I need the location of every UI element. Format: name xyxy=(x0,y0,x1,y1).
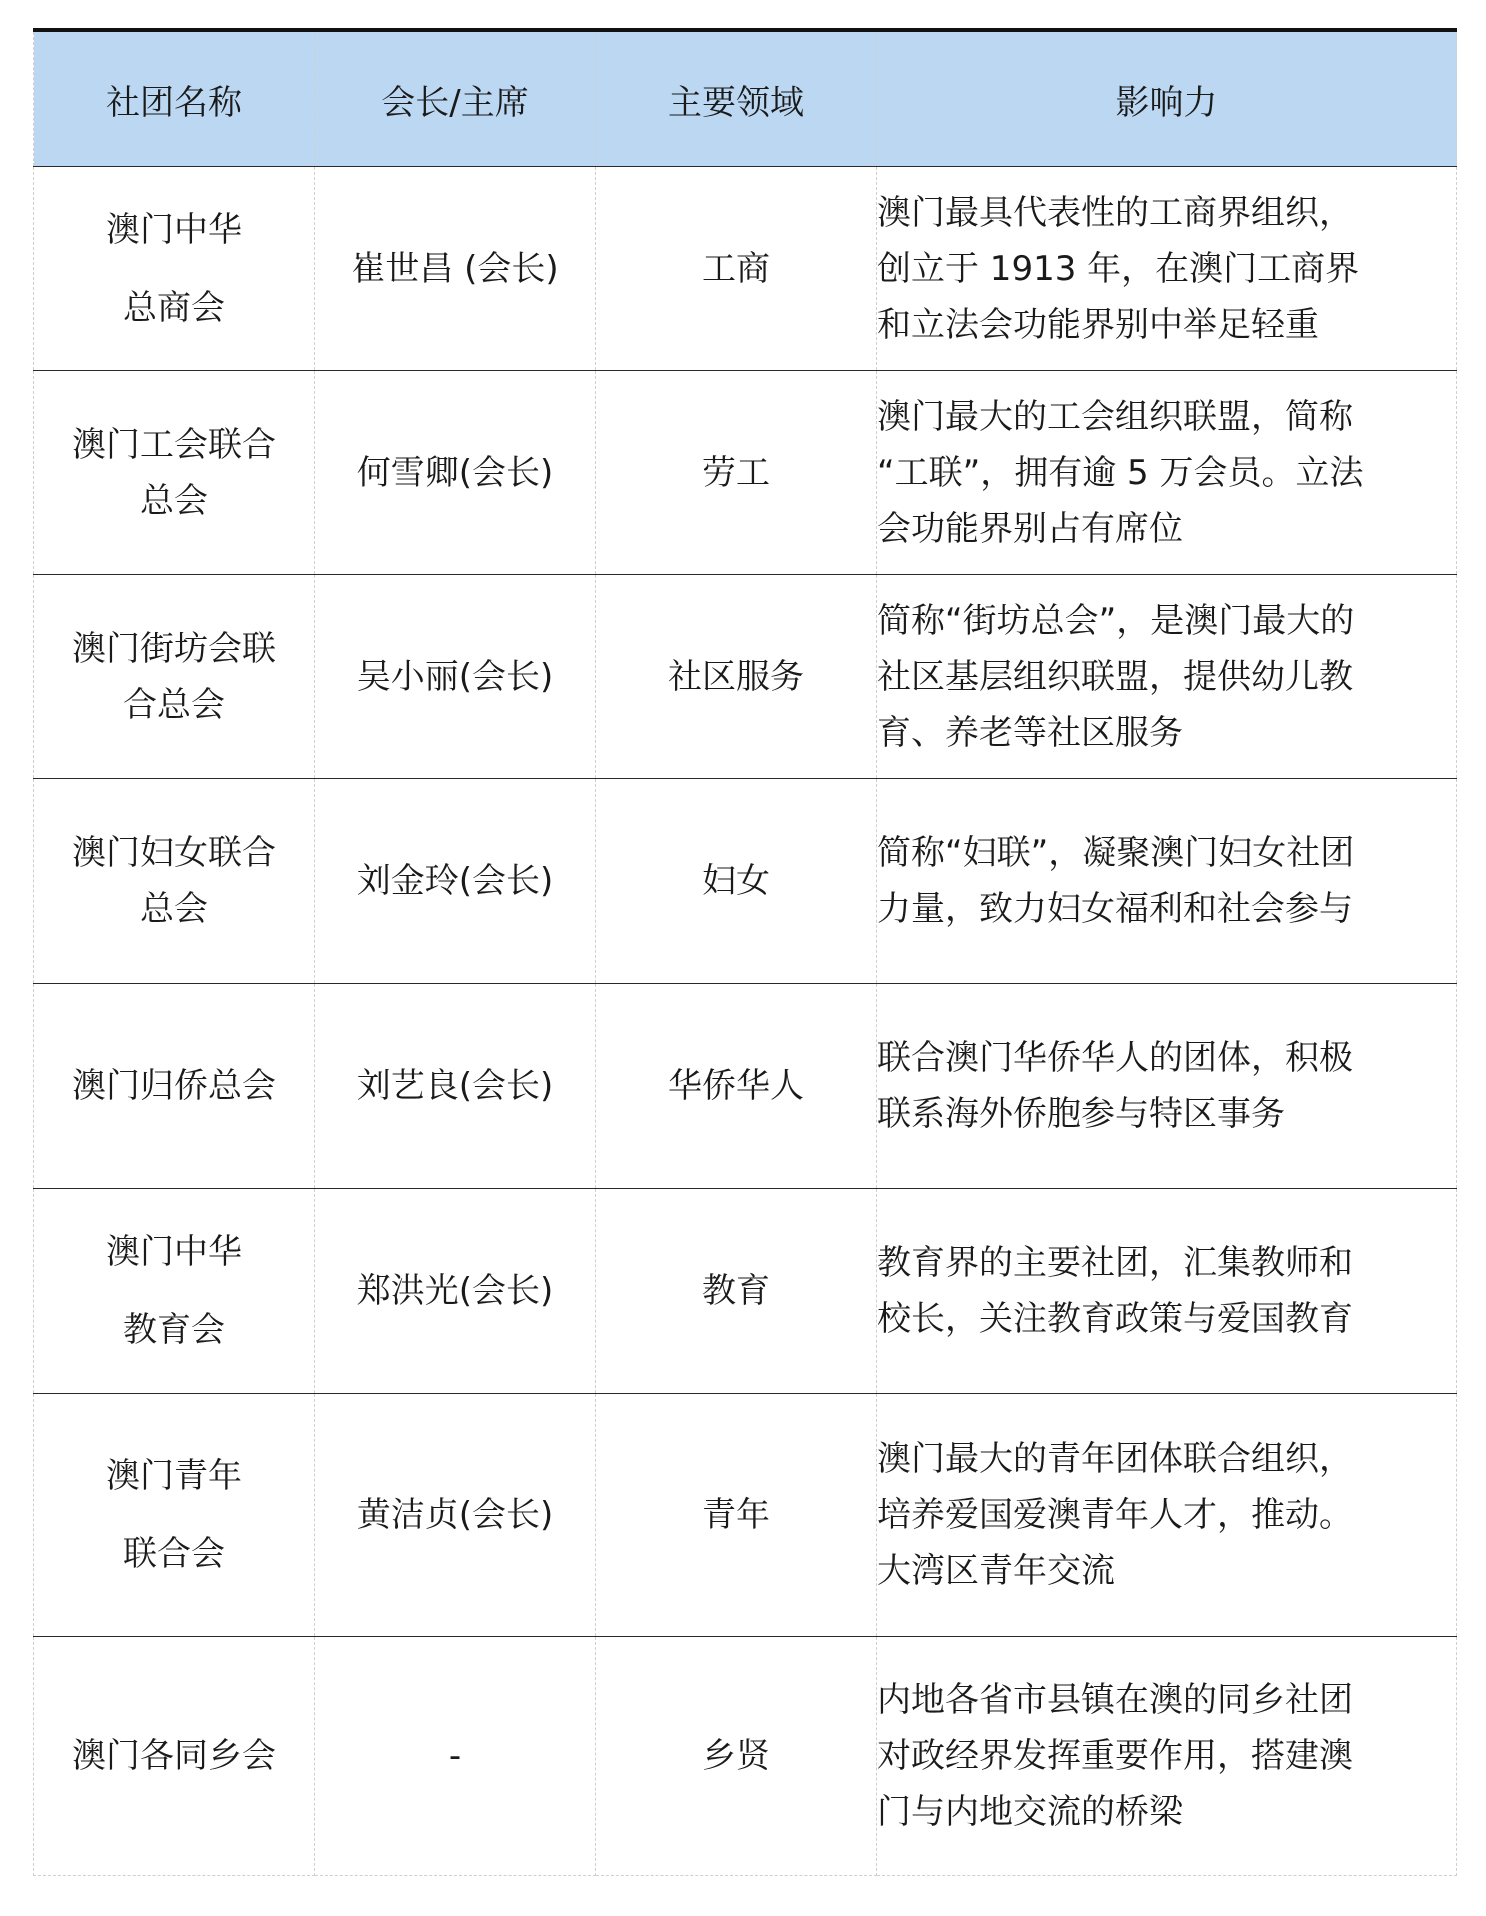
association-name-cell xyxy=(34,167,315,371)
impact-line: 育、养老等社区服务 xyxy=(877,712,1183,753)
association-name-line: 总会 xyxy=(140,889,208,929)
impact-line: 校长，关注教育政策与爱国教育 xyxy=(877,1299,1353,1339)
impact-line: 澳门最具代表性的工商界组织， xyxy=(877,192,1353,233)
association-name-line: 教育会 xyxy=(123,1310,225,1350)
association-name-line: 澳门街坊会联 xyxy=(72,628,276,669)
association-name-line: 澳门中华 xyxy=(106,1232,242,1272)
impact-cell xyxy=(877,1637,1457,1876)
association-name-line: 澳门各同乡会 xyxy=(72,1736,276,1776)
table-row xyxy=(34,167,1457,371)
impact-cell xyxy=(877,1394,1457,1637)
association-name-line: 澳门归侨总会 xyxy=(72,1066,276,1106)
association-name-line: 澳门妇女联合 xyxy=(72,833,276,873)
header-name: 社团名称 xyxy=(34,30,315,167)
field-cell: 社区服务 xyxy=(596,575,877,779)
impact-line: 联系海外侨胞参与特区事务 xyxy=(877,1094,1285,1134)
table-row xyxy=(34,1637,1457,1876)
table-row xyxy=(34,779,1457,984)
impact-cell xyxy=(877,371,1457,575)
leader-cell: 刘艺良(会长) xyxy=(315,984,596,1189)
association-name-cell xyxy=(34,1189,315,1394)
leader-cell: 吴小丽(会长) xyxy=(315,575,596,779)
association-name-cell xyxy=(34,779,315,984)
field-cell: 妇女 xyxy=(596,779,877,984)
impact-line: “工联”，拥有逾 5 万会员。立法 xyxy=(877,452,1364,493)
field-cell: 青年 xyxy=(596,1394,877,1637)
association-name-cell xyxy=(34,1637,315,1876)
impact-cell xyxy=(877,984,1457,1189)
association-name-cell xyxy=(34,575,315,779)
leader-cell: 崔世昌 (会长) xyxy=(315,167,596,371)
impact-line: 大湾区青年交流 xyxy=(877,1551,1115,1591)
impact-line: 创立于 1913 年，在澳门工商界 xyxy=(877,248,1360,289)
association-name-line: 总会 xyxy=(140,480,208,521)
leader-cell: - xyxy=(315,1637,596,1876)
association-name-line: 合总会 xyxy=(123,684,225,725)
impact-cell xyxy=(877,1189,1457,1394)
association-name-line: 澳门中华 xyxy=(106,209,242,250)
table-row xyxy=(34,1394,1457,1637)
field-cell: 乡贤 xyxy=(596,1637,877,1876)
association-name-cell xyxy=(34,371,315,575)
impact-line: 教育界的主要社团，汇集教师和 xyxy=(877,1243,1353,1283)
leader-cell: 郑洪光(会长) xyxy=(315,1189,596,1394)
impact-line: 联合澳门华侨华人的团体，积极 xyxy=(877,1038,1353,1078)
field-cell: 华侨华人 xyxy=(596,984,877,1189)
association-name-line: 联合会 xyxy=(123,1534,225,1574)
impact-line: 简称“街坊总会”，是澳门最大的 xyxy=(877,600,1355,641)
association-name-line: 总商会 xyxy=(123,287,225,328)
association-name-line: 澳门工会联合 xyxy=(72,424,276,465)
impact-line: 培养爱国爱澳青年人才，推动。 xyxy=(877,1495,1353,1535)
table-row xyxy=(34,1189,1457,1394)
associations-table xyxy=(33,28,1457,1876)
impact-cell xyxy=(877,779,1457,984)
leader-cell: 黄洁贞(会长) xyxy=(315,1394,596,1637)
header-leader: 会长/主席 xyxy=(315,30,596,167)
impact-line: 会功能界别占有席位 xyxy=(877,508,1183,549)
impact-line: 门与内地交流的桥梁 xyxy=(877,1792,1183,1832)
field-cell: 工商 xyxy=(596,167,877,371)
impact-line: 简称“妇联”，凝聚澳门妇女社团 xyxy=(877,833,1355,873)
association-name-cell xyxy=(34,984,315,1189)
impact-line: 对政经界发挥重要作用，搭建澳 xyxy=(877,1736,1353,1776)
impact-cell xyxy=(877,575,1457,779)
leader-cell: 何雪卿(会长) xyxy=(315,371,596,575)
leader-cell: 刘金玲(会长) xyxy=(315,779,596,984)
impact-line: 内地各省市县镇在澳的同乡社团 xyxy=(877,1680,1353,1720)
impact-line: 社区基层组织联盟，提供幼儿教 xyxy=(877,656,1353,697)
impact-line: 和立法会功能界别中举足轻重 xyxy=(877,304,1319,345)
impact-cell xyxy=(877,167,1457,371)
header-impact: 影响力 xyxy=(877,30,1457,167)
impact-line: 力量，致力妇女福利和社会参与 xyxy=(877,889,1353,929)
table-row xyxy=(34,371,1457,575)
impact-line: 澳门最大的工会组织联盟，简称 xyxy=(877,396,1353,437)
impact-line: 澳门最大的青年团体联合组织， xyxy=(877,1439,1353,1479)
table-row xyxy=(34,575,1457,779)
association-name-cell xyxy=(34,1394,315,1637)
table-header-row xyxy=(34,30,1457,167)
field-cell: 劳工 xyxy=(596,371,877,575)
table-row xyxy=(34,984,1457,1189)
field-cell: 教育 xyxy=(596,1189,877,1394)
association-name-line: 澳门青年 xyxy=(106,1456,242,1496)
header-field: 主要领域 xyxy=(596,30,877,167)
